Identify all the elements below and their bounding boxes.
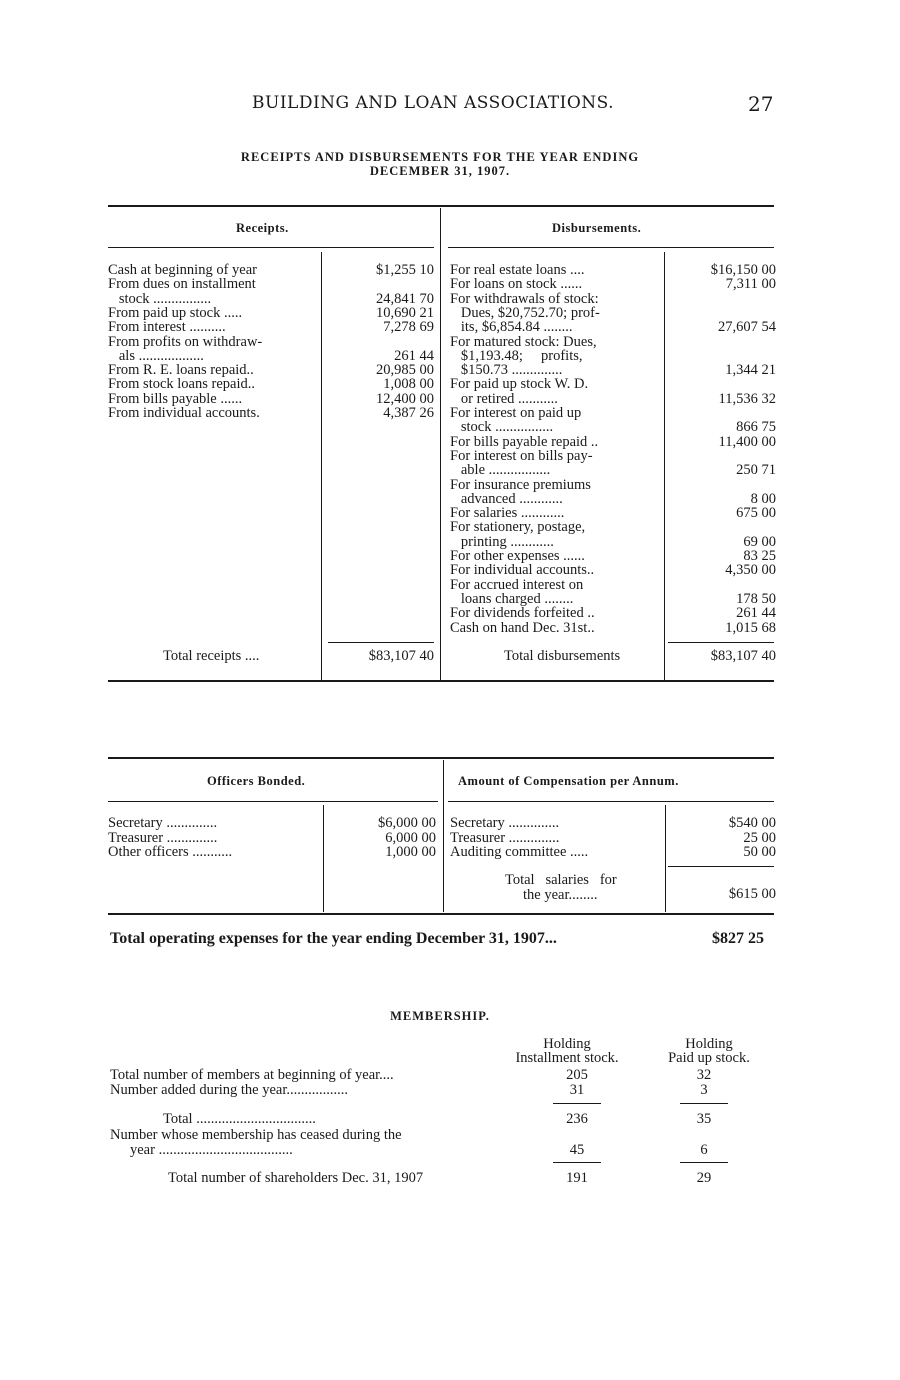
disbursements-row-label: For individual accounts..	[450, 562, 595, 579]
disbursements-row-amount: 1,344 21	[725, 362, 776, 379]
officers-top-rule	[108, 757, 774, 759]
table-bottom-rule	[108, 680, 774, 682]
membership-row-label: Total number of shareholders Dec. 31, 1907	[168, 1170, 424, 1186]
disbursements-row-label: advanced ............	[450, 490, 563, 507]
membership-installment-value: 236	[566, 1111, 588, 1127]
disbursements-row-label: For bills payable repaid ..	[450, 433, 599, 450]
membership-paid-up-value: 29	[696, 1170, 712, 1186]
officers-row-label: Treasurer ..............	[108, 829, 218, 846]
receipts-row-label: From profits on withdraw-	[108, 333, 263, 350]
disbursements-row-amount: 866 75	[736, 419, 776, 436]
disbursements-row-label: For withdrawals of stock:	[450, 290, 599, 307]
disbursements-total-amount: $83,107 40	[710, 648, 776, 664]
installment-header-line-1: Holding	[543, 1036, 591, 1052]
officers-row-label: Other officers ...........	[108, 844, 233, 860]
compensation-total-label-1: Total salaries for	[505, 872, 617, 888]
receipts-row-amount: 24,841 70	[376, 290, 434, 307]
paid-up-sum-rule-2	[680, 1162, 728, 1163]
receipts-row-label: From dues on installment	[108, 276, 256, 293]
compensation-heading: Amount of Compensation per Annum.	[458, 774, 679, 788]
compensation-amount-divider	[665, 805, 666, 912]
disbursements-row-amount: 4,350 00	[725, 562, 776, 579]
compensation-row-label: Treasurer ..............	[450, 829, 560, 846]
receipts-row-label: From individual accounts.	[108, 405, 260, 421]
disbursements-row-label: For salaries ............	[450, 505, 565, 522]
paid-up-header-line-1: Holding	[685, 1036, 733, 1052]
disbursements-row-label: For matured stock: Dues,	[450, 333, 597, 350]
officers-row-amount: $6,000 00	[378, 815, 436, 831]
disbursements-amount-divider	[664, 252, 665, 680]
membership-heading: MEMBERSHIP.	[390, 1009, 490, 1023]
officers-center-divider	[443, 760, 444, 912]
membership-paid-up-value: 32	[696, 1067, 712, 1083]
compensation-row-label: Auditing committee .....	[450, 844, 589, 860]
disbursements-row-amount: 7,311 00	[725, 276, 776, 293]
disbursements-row-label: For interest on paid up	[450, 405, 582, 421]
disbursements-heading: Disbursements.	[552, 221, 642, 235]
receipts-amount-divider	[321, 252, 322, 680]
disbursements-row-label: able .................	[450, 462, 551, 479]
receipts-total-amount: $83,107 40	[368, 648, 434, 664]
disbursements-row-amount: 261 44	[736, 605, 776, 622]
disbursements-row-label: its, $6,854.84 ........	[450, 319, 573, 336]
membership-installment-value: 191	[566, 1170, 588, 1186]
report-title-line-1: RECEIPTS AND DISBURSEMENTS FOR THE YEAR ENDING	[240, 150, 640, 164]
compensation-total-label-2: the year........	[523, 887, 598, 903]
disbursements-row-label: For accrued interest on	[450, 576, 584, 593]
disbursements-row-label: or retired ...........	[450, 390, 558, 407]
membership-paid-up-value: 35	[696, 1111, 712, 1127]
disbursements-row-label: For loans on stock ......	[450, 276, 583, 293]
disbursements-row-amount: 11,536 32	[718, 390, 776, 407]
disbursements-total-label: Total disbursements	[504, 648, 621, 664]
paid-up-header-line-2: Paid up stock.	[668, 1050, 750, 1067]
installment-sum-rule-2	[553, 1162, 601, 1163]
disbursements-row-label: Dues, $20,752.70; prof-	[450, 304, 600, 321]
disbursements-row-label: For real estate loans ....	[450, 262, 585, 278]
officers-amount-divider	[323, 805, 324, 912]
receipts-row-amount: 1,008 00	[383, 376, 434, 393]
operating-expenses-amount: $827 25	[712, 930, 764, 947]
officers-row-amount: 1,000 00	[385, 844, 436, 860]
officers-bonded-heading: Officers Bonded.	[207, 774, 306, 788]
table-top-rule	[108, 205, 774, 207]
officers-row-amount: 6,000 00	[385, 829, 436, 846]
receipts-row-amount: 7,278 69	[383, 319, 434, 336]
receipts-total-label: Total receipts ....	[163, 648, 260, 664]
disbursements-row-amount: 8 00	[750, 490, 776, 507]
receipts-row-label: als ..................	[108, 347, 204, 364]
membership-row-label: Number added during the year.................	[110, 1082, 348, 1098]
disbursements-row-amount: 675 00	[736, 505, 776, 522]
receipts-heading: Receipts.	[236, 221, 289, 235]
receipts-row-label: Cash at beginning of year	[108, 262, 257, 278]
disbursements-row-amount: 250 71	[736, 462, 776, 479]
running-title: BUILDING AND LOAN ASSOCIATIONS.	[252, 93, 615, 113]
disbursements-row-label: For paid up stock W. D.	[450, 376, 589, 393]
officers-heading-rule	[108, 801, 438, 802]
disbursements-row-label: loans charged ........	[450, 590, 574, 607]
disbursements-row-amount: 178 50	[736, 590, 776, 607]
disbursements-row-amount: 11,400 00	[718, 433, 776, 450]
officers-row-label: Secretary ..............	[108, 815, 218, 831]
disbursements-row-label: For dividends forfeited ..	[450, 605, 595, 622]
receipts-row-amount: 20,985 00	[376, 362, 434, 379]
disbursements-row-label: For other expenses ......	[450, 548, 585, 564]
disbursements-row-label: For stationery, postage,	[450, 519, 586, 536]
report-title-line-2: DECEMBER 31, 1907.	[369, 164, 511, 178]
disbursements-row-amount: 69 00	[743, 533, 776, 550]
disbursements-row-label: $150.73 ..............	[450, 362, 563, 379]
installment-sum-rule-1	[553, 1103, 601, 1104]
page-number: 27	[748, 92, 774, 116]
membership-paid-up-value: 6	[700, 1142, 708, 1158]
membership-row-label: year .....................................	[130, 1142, 293, 1158]
receipts-heading-rule	[108, 247, 434, 248]
disbursements-row-label: For insurance premiums	[450, 476, 591, 493]
disbursements-row-amount: $16,150 00	[710, 262, 776, 278]
disbursements-row-label: For interest on bills pay-	[450, 447, 593, 464]
compensation-row-label: Secretary ..............	[450, 815, 560, 831]
receipts-row-amount: 261 44	[394, 347, 434, 364]
compensation-row-amount: 50 00	[743, 844, 776, 860]
receipts-row-label: From stock loans repaid..	[108, 376, 255, 393]
disbursements-row-label: $1,193.48; profits,	[450, 347, 583, 364]
receipts-total-rule	[328, 642, 434, 643]
receipts-row-amount: $1,255 10	[376, 262, 434, 278]
receipts-row-amount: 10,690 21	[376, 304, 434, 321]
installment-column-header	[497, 1037, 637, 1066]
report-title	[110, 150, 770, 178]
receipts-row-amount: 12,400 00	[376, 390, 434, 407]
receipts-row-label: stock ................	[108, 290, 212, 307]
operating-expenses-label: Total operating expenses for the year ending December 31, 1907...	[110, 930, 557, 947]
membership-paid-up-value: 3	[700, 1082, 708, 1098]
disbursements-row-amount: 27,607 54	[718, 319, 776, 336]
receipts-row-amount: 4,387 26	[383, 405, 434, 421]
disbursements-heading-rule	[448, 247, 774, 248]
disbursements-row-label: printing ............	[450, 533, 554, 550]
compensation-row-amount: 25 00	[743, 829, 776, 846]
membership-row-label: Total .................................	[163, 1111, 316, 1127]
receipts-row-label: From interest ..........	[108, 319, 226, 336]
membership-row-label: Total number of members at beginning of year....	[110, 1067, 394, 1083]
membership-installment-value: 31	[569, 1082, 585, 1098]
receipts-row-label: From R. E. loans repaid..	[108, 362, 254, 379]
receipts-row-label: From paid up stock .....	[108, 304, 243, 321]
compensation-row-amount: $540 00	[728, 815, 776, 831]
installment-header-line-2: Installment stock.	[515, 1050, 619, 1067]
compensation-heading-rule	[448, 801, 774, 802]
compensation-total-amount: $615 00	[728, 886, 776, 902]
officers-bottom-rule	[108, 913, 774, 915]
receipts-row-label: From bills payable ......	[108, 390, 243, 407]
disbursements-row-label: Cash on hand Dec. 31st..	[450, 619, 595, 636]
disbursements-row-amount: 1,015 68	[725, 619, 776, 636]
disbursements-row-label: stock ................	[450, 419, 554, 436]
membership-installment-value: 205	[566, 1067, 588, 1083]
disbursements-total-rule	[668, 642, 774, 643]
paid-up-column-header	[650, 1037, 768, 1066]
disbursements-row-amount: 83 25	[743, 548, 776, 564]
paid-up-sum-rule-1	[680, 1103, 728, 1104]
table-center-divider	[440, 208, 441, 680]
compensation-total-rule	[668, 866, 774, 867]
membership-row-label: Number whose membership has ceased during the	[110, 1127, 402, 1143]
membership-installment-value: 45	[569, 1142, 585, 1158]
